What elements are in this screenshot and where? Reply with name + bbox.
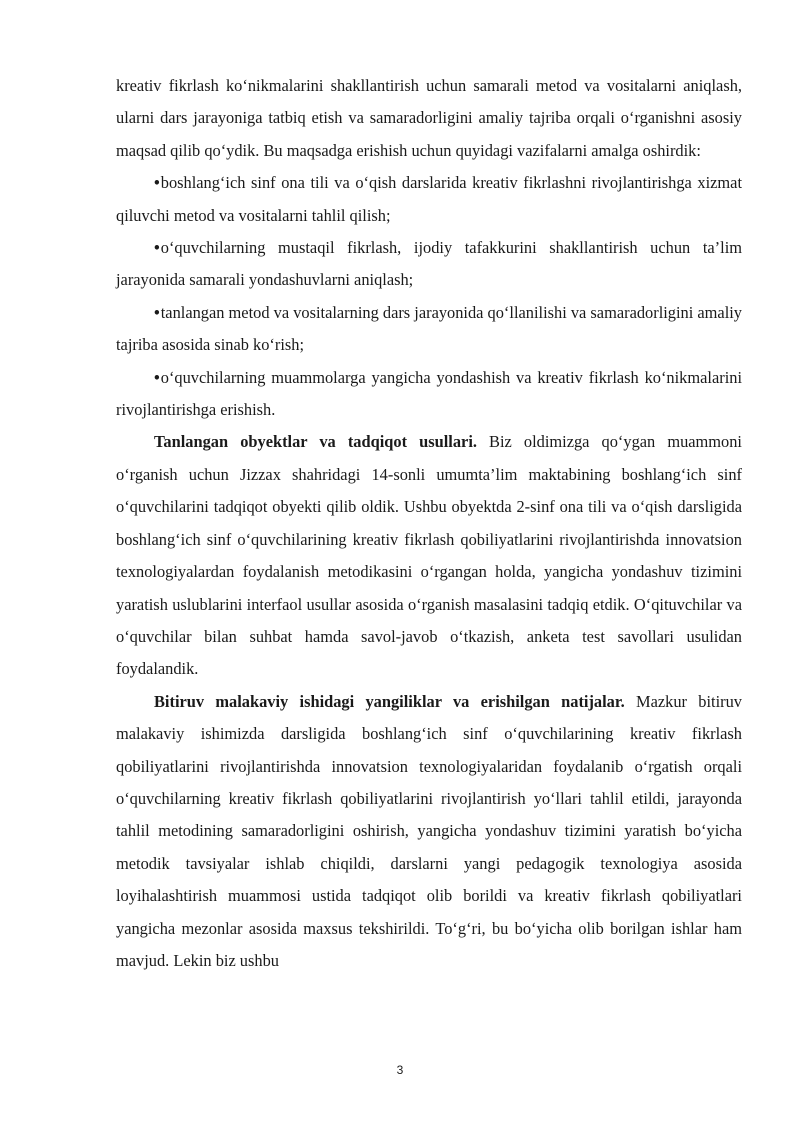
results-paragraph bbox=[116, 686, 742, 978]
intro-paragraph: kreativ fikrlash ko‘nikmalarini shakllantirish uchun samarali metod va vositalarni aniqlash, ularni dars jarayoniga tatbiq etish va samaradorligini amaliy tajriba orqali o‘rganishni asosiy maqsad qilib qo‘ydik. Bu maqsadga erishish uchun quyidagi vazifalarni amalga oshirdik: bbox=[116, 76, 742, 160]
document-body bbox=[116, 70, 742, 977]
task-bullet-2 bbox=[116, 232, 742, 297]
task-bullet-2-text: o‘quvchilarning mustaqil fikrlash, ijodiy tafakkurini shakllantirish uchun ta’lim jarayonida samarali yondashuvlarni aniqlash; bbox=[116, 238, 742, 290]
results-text: Mazkur bitiruv malakaviy ishimizda darsligida boshlang‘ich sinf o‘quvchilarining kreativ fikrlash qobiliyatlarini rivojlantirishda innovatsion texnologiyalaridan foydalanib o‘rgatish orqali o‘quvchilarning kreativ fikrlash qobiliyatlarini rivojlantirish yo‘llari tahlil etildi, jarayonda tahlil metodining samaradorligini oshirish, yangicha yondashuv tizimini yaratish bo‘yicha metodik tavsiyalar ishlab chiqildi, darslarni yangi pedagogik texnologiya asosida loyihalashtirish muammosi ustida tadqiqot olib borildi va kreativ fikrlash qobiliyatlari yangicha mezonlar asosida maxsus tekshirildi. To‘g‘ri, bu bo‘yicha olib borilgan ishlar ham mavjud. Lekin biz ushbu bbox=[116, 691, 743, 970]
page-number: 3 bbox=[396, 1063, 404, 1077]
task-bullet-3 bbox=[116, 297, 742, 362]
task-bullet-1-text: boshlang‘ich sinf ona tili va o‘qish darslarida kreativ fikrlashni rivojlantirishga xizmat qiluvchi metod va vositalarni tahlil qilish; bbox=[116, 173, 742, 225]
results-heading: Bitiruv malakaviy ishidagi yangiliklar va erishilgan natijalar. bbox=[154, 691, 625, 711]
task-bullet-1 bbox=[116, 167, 742, 232]
task-bullet-3-text: tanlangan metod va vositalarning dars jarayonida qo‘llanilishi va samaradorligini amaliy tajriba asosida sinab ko‘rish; bbox=[116, 302, 742, 355]
task-bullet-4 bbox=[116, 362, 742, 427]
methods-text: Biz oldimizga qo‘ygan muammoni o‘rganish uchun Jizzax shahridagi 14-sonli umumta’lim maktabining boshlang‘ich sinf o‘quvchilarini tadqiqot obyekti qilib oldik. Ushbu obyektda 2-sinf ona tili va o‘qish darsligida boshlang‘ich sinf o‘quvchilarining kreativ fikrlash qobiliyatlarini rivojlantirishda innovatsion texnologiyalardan foydalanish metodikasini o‘rgangan holda, yangicha yondashuv tizimini yaratish uslublarini interfaol usullar asosida o‘rganish masalasini tadqiq etdik. O‘qituvchilar va o‘quvchilar bilan suhbat hamda savol-javob o‘tkazish, anketa test savollari usulidan foydalandik. bbox=[116, 432, 742, 679]
methods-paragraph bbox=[116, 426, 742, 685]
task-bullet-4-text: o‘quvchilarning muammolarga yangicha yondashish va kreativ fikrlash ko‘nikmalarini rivojlantirishga erishish. bbox=[116, 367, 742, 420]
methods-heading: Tanlangan obyektlar va tadqiqot usullari. bbox=[154, 432, 477, 452]
